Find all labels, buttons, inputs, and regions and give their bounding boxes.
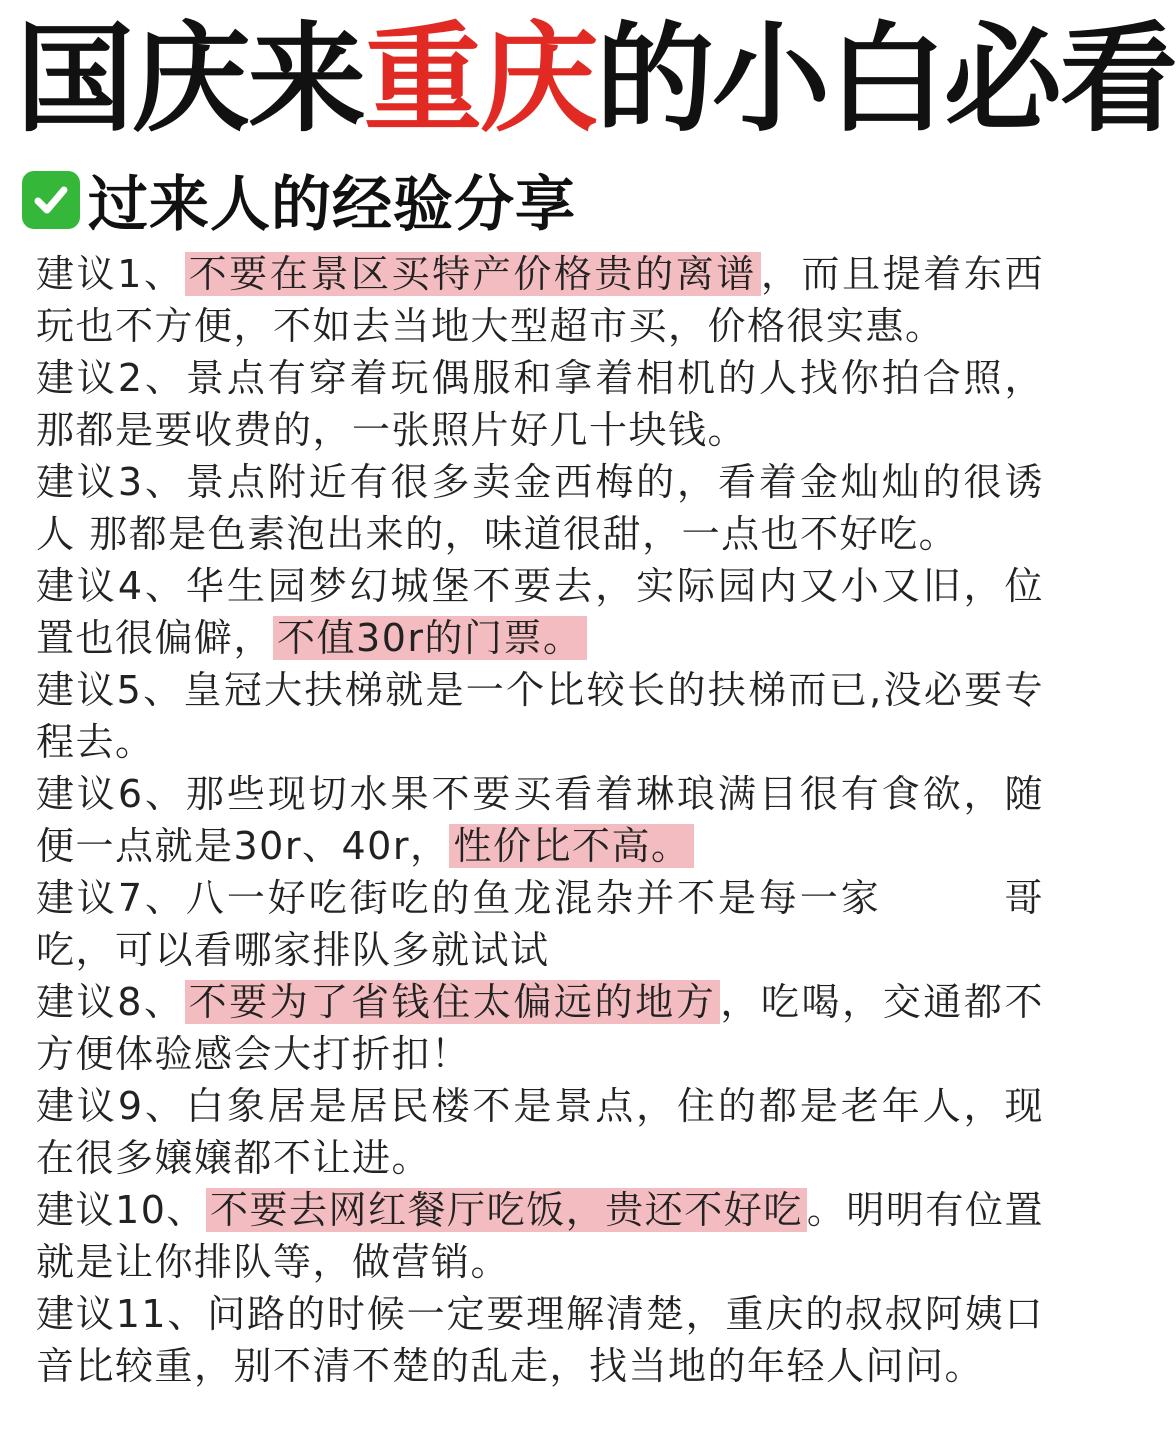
tip-prefix: 建议3、: [36, 460, 186, 504]
tip-highlight: 不要在景区买特产价格贵的离谱: [185, 252, 761, 296]
tip-item: [36, 456, 1044, 560]
section-heading: [22, 154, 1044, 246]
tip-item: [36, 560, 1044, 664]
title-highlight: 重庆: [364, 10, 597, 148]
tip-item: [36, 1184, 1044, 1288]
tip-text: 八一好吃街吃的鱼龙混杂并不是每一家 哥吃，可以看哪家排队多就试试: [36, 876, 1044, 972]
tip-item: [36, 872, 1044, 976]
tip-prefix: 建议6、那些现切水果不要买看着琳琅满目很有食欲，随便一点就是30r、40r，: [36, 772, 1044, 868]
tip-item: [36, 352, 1044, 456]
tip-item: [36, 1288, 1044, 1392]
tip-item: [36, 976, 1044, 1080]
tip-item: [36, 664, 1044, 768]
check-mark-glyph: [29, 178, 73, 222]
tip-text: ，吃喝，交通都不方便体验感会大打折扣！: [36, 980, 1044, 1076]
tip-prefix: 建议10、: [36, 1188, 206, 1232]
page-title: [16, 0, 1176, 148]
tip-item: [36, 1080, 1044, 1184]
tip-text: 景点有穿着玩偶服和拿着相机的人找你拍合照，那都是要收费的，一张照片好几十块钱。: [36, 356, 1044, 452]
tip-text: 皇冠大扶梯就是一个比较长的扶梯而已,没必要专程去。: [36, 668, 1044, 764]
tip-prefix: 建议5、: [36, 668, 184, 712]
tip-highlight: 不要为了省钱住太偏远的地方: [185, 980, 721, 1024]
tip-prefix: 建议8、: [36, 980, 185, 1024]
tip-item: [36, 248, 1044, 352]
tip-item: [36, 768, 1044, 872]
title-part-2: 的小白必看: [596, 10, 1176, 148]
section-heading-text: 过来人的经验分享: [88, 170, 576, 240]
tip-prefix: 建议4、华生园梦幻城堡不要去，实际园内又小又旧，位置也很偏僻，: [36, 564, 1044, 660]
tip-highlight: 不值30r的门票。: [273, 616, 586, 660]
tip-prefix: 建议2、: [36, 356, 186, 400]
tip-text: 景点附近有很多卖金西梅的，看着金灿灿的很诱人 那都是色素泡出来的，味道很甜，一点也不好吃。: [36, 460, 1044, 556]
tip-text: 白象居是居民楼不是景点，住的都是老年人，现在很多嬢嬢都不让进。: [36, 1084, 1044, 1180]
tip-prefix: 建议11、: [36, 1292, 208, 1336]
tip-text: 问路的时候一定要理解清楚，重庆的叔叔阿姨口音比较重，别不清不楚的乱走，找当地的年轻人问问。: [36, 1292, 1044, 1388]
tip-text: ，而且提着东西玩也不方便，不如去当地大型超市买，价格很实惠。: [36, 252, 1044, 348]
check-mark-button-icon: [22, 171, 80, 229]
tip-highlight: 不要去网红餐厅吃饭，贵还不好吃: [206, 1188, 807, 1232]
title-part-1: 国庆来: [16, 10, 365, 148]
tip-highlight: 性价比不高。: [449, 824, 694, 868]
tip-prefix: 建议9、: [36, 1084, 186, 1128]
tip-prefix: 建议7、: [36, 876, 186, 920]
tips-list: [36, 248, 1044, 1392]
tip-prefix: 建议1、: [36, 252, 185, 296]
tip-text: 。明明有位置就是让你排队等，做营销。: [36, 1188, 1044, 1284]
